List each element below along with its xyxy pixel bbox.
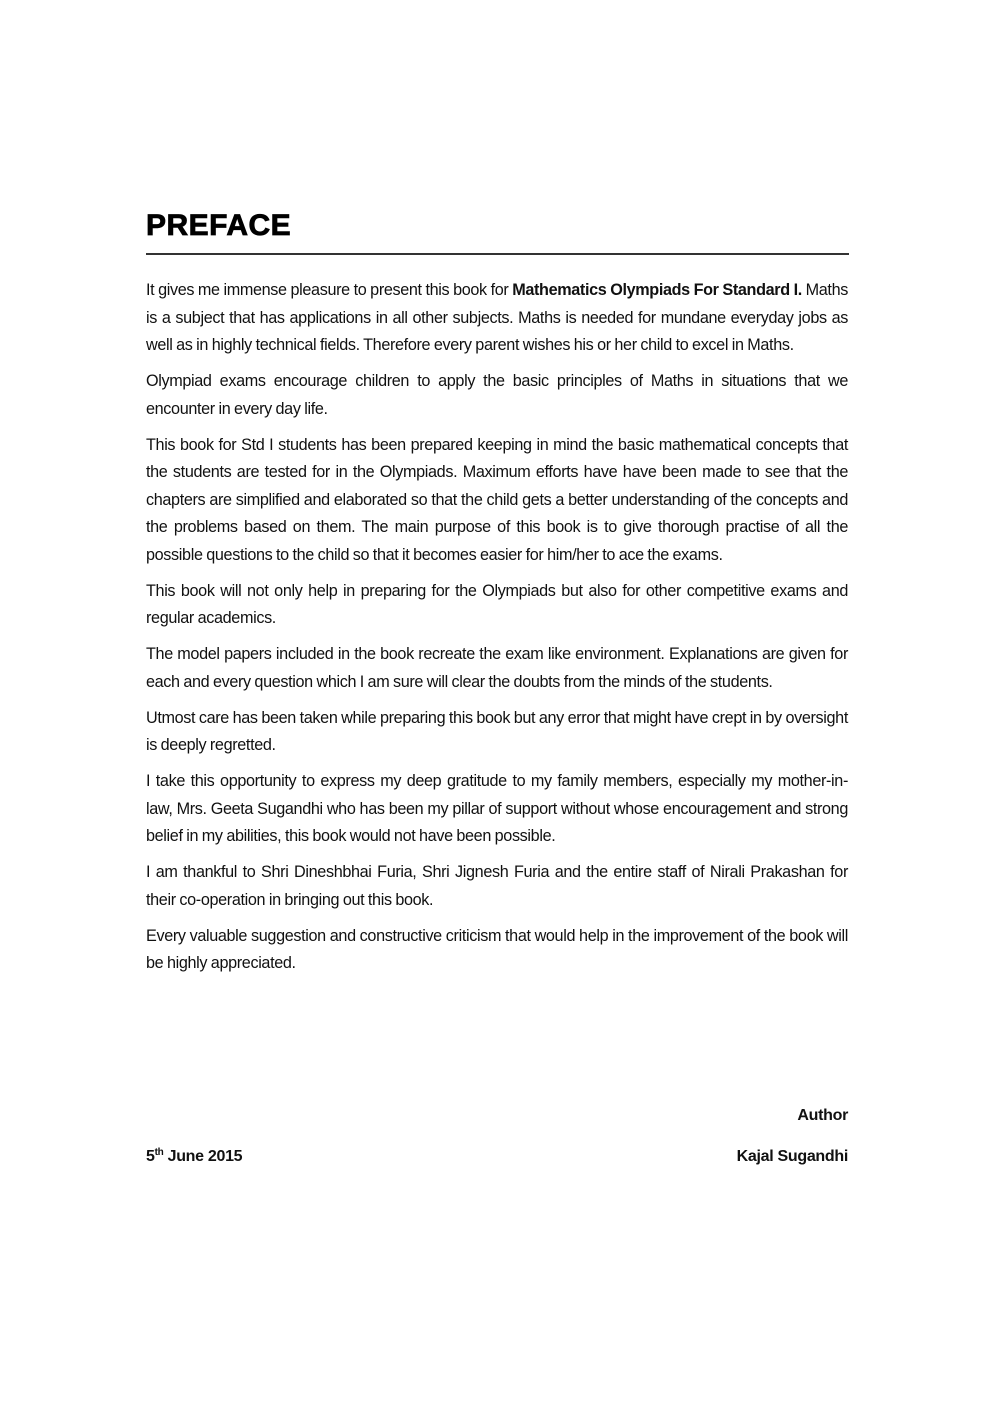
page-title: PREFACE — [146, 209, 292, 242]
paragraph-errors: Utmost care has been taken while preparing this book but any error that might have crept in by oversight is deeply regretted. — [146, 708, 848, 754]
date-suffix: th — [154, 1147, 164, 1158]
author-name: Kajal Sugandhi — [736, 1148, 848, 1165]
paragraph-gratitude-family: I take this opportunity to express my deep gratitude to my family members, especially my mother-in- law, Mrs. Geeta Sugandhi who has been my pillar of support without whose encouragement and strong belief in my abilities, this book would not have been possible. — [146, 772, 848, 845]
paragraph-olympiad-exams: Olympiad exams encourage children to apply the basic principles of Maths in situations that we encounter in every day life. — [146, 372, 848, 418]
paragraph-model-papers: The model papers included in the book recreate the exam like environment. Explanations are given for each and every question which I am sure will clear the doubts from the minds of the students. — [146, 645, 848, 691]
intro-text-end: Maths is a subject that has applications in all other subjects. Maths is needed for mundane everyday jobs as well as in highly technical fields. Therefore every parent wishes his or her child to excel in Maths. — [146, 281, 848, 354]
intro-text-start: It gives me immense pleasure to present this book for — [146, 281, 513, 299]
paragraph-suggestions: Every valuable suggestion and constructive criticism that would help in the improvement of the book will be highly appreciated. — [146, 926, 848, 972]
title-divider — [146, 253, 849, 255]
author-label: Author — [797, 1107, 848, 1124]
signature-row — [146, 1148, 848, 1166]
paragraph-book-purpose: This book for Std I students has been prepared keeping in mind the basic mathematical concepts that the students are tested for in the Olympiads. Maximum efforts have have been made to see that the chapters are simplified and elaborated so that the child gets a better understanding of the concepts and the problems based on them. The main purpose of this book is to give thorough practise of all the possible questions to the child so that it becomes easier for him/her to ace the exams. — [146, 435, 848, 564]
date-day: 5 — [146, 1148, 155, 1165]
date-month-year: June 2015 — [163, 1148, 243, 1165]
paragraph-competitive-exams: This book will not only help in preparing for the Olympiads but also for other competitive exams and regular academics. — [146, 581, 848, 627]
book-title-bold: Mathematics Olympiads For Standard I. — [512, 281, 802, 299]
preface-body — [146, 277, 848, 978]
preface-page — [146, 208, 848, 986]
paragraph-intro — [146, 277, 848, 360]
date — [146, 1148, 242, 1166]
paragraph-thanks-publisher: I am thankful to Shri Dineshbhai Furia, Shri Jignesh Furia and the entire staff of Nirali Prakashan for their co-operation in bringing out this book. — [146, 863, 848, 909]
